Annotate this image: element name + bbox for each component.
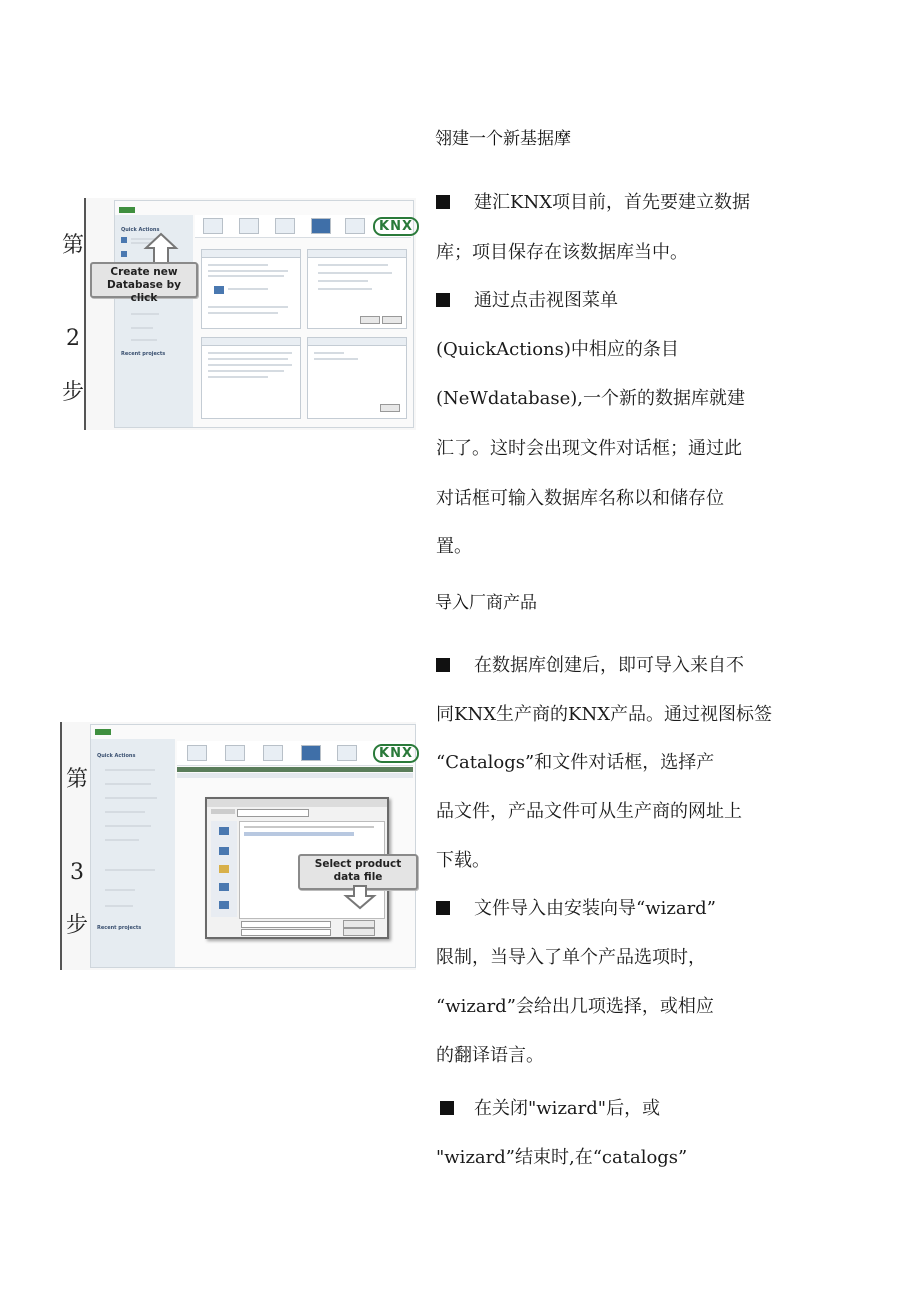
- section-heading-import-products: 导入厂商产品: [435, 593, 537, 613]
- settings-tab-icon: [345, 218, 365, 234]
- section-heading-create-database: 翎建一个新基据摩: [435, 129, 571, 149]
- sidebar-title: Quick Actions: [121, 227, 160, 233]
- bullet-square-icon: [440, 1101, 454, 1115]
- step-char: 2: [66, 326, 80, 351]
- catalogs-tab-icon: [275, 218, 295, 234]
- paragraph-line: 对话框可输入数据库名称以和储存位: [436, 488, 724, 509]
- folder-icon: [219, 865, 229, 873]
- paragraph-line: 的翻译语言。: [436, 1045, 544, 1066]
- computer-icon: [219, 883, 229, 891]
- account-info-panel: [307, 249, 407, 329]
- step-char: 步: [62, 380, 85, 405]
- overview-panel: [201, 249, 301, 329]
- paragraph-line: (NeWdatabase),一个新的数据库就建: [436, 388, 746, 409]
- network-icon: [219, 901, 229, 909]
- paragraph-line: “Catalogs”和文件对话框，选择产: [436, 752, 715, 773]
- paragraph-line: 库；项目保存在该数据库当中。: [436, 242, 688, 263]
- paragraph-line: 在数据库创建后，即可导入来自不: [436, 651, 744, 677]
- paragraph-line: 在关闭"wizard"后，或: [440, 1094, 660, 1120]
- bus-tab-icon: [311, 218, 331, 234]
- app-menu-button: [95, 729, 111, 735]
- step-char: 第: [62, 233, 85, 258]
- figure-step-2: [62, 198, 416, 430]
- catalogs-tab-icon: [263, 745, 283, 761]
- project-tab-icon: [239, 218, 259, 234]
- new-database-icon: [214, 286, 224, 294]
- open-button[interactable]: [343, 920, 375, 928]
- paragraph-line: 汇了。这时会出现文件对话框；通过此: [436, 438, 742, 459]
- knx-logo: KNX: [373, 217, 419, 236]
- overview-tab-icon: [203, 218, 223, 234]
- bullet-square-icon: [436, 901, 450, 915]
- recent-projects-label: Recent projects: [121, 351, 166, 357]
- paragraph-line: “wizard”会给出几项选择，或相应: [436, 996, 714, 1017]
- database-icon: [121, 237, 127, 243]
- project-tab-icon: [225, 745, 245, 761]
- bullet-square-icon: [436, 195, 450, 209]
- bullet-square-icon: [436, 293, 450, 307]
- file-type-select[interactable]: [241, 929, 331, 936]
- quick-actions-sidebar: [91, 739, 175, 967]
- paragraph-line: 同KNX生产商的KNX产品。通过视图标签: [436, 704, 773, 725]
- paragraph-line: 限制，当导入了单个产品选项时，: [436, 947, 706, 968]
- step-char: 3: [70, 860, 84, 885]
- ribbon-toolbar: [195, 215, 411, 238]
- paragraph-line: 通过点击视图菜单: [436, 286, 618, 312]
- catalog-filter-bar: [177, 767, 413, 772]
- knx-logo: KNX: [373, 744, 419, 763]
- step-char: 步: [66, 913, 89, 938]
- places-bar: [211, 821, 237, 917]
- tip-of-day-panel: [307, 337, 407, 419]
- paragraph-line: 下载。: [436, 850, 490, 871]
- step-char: 第: [66, 767, 89, 792]
- news-panel: [201, 337, 301, 419]
- ribbon-toolbar: [177, 741, 413, 766]
- recent-places-icon: [219, 827, 229, 835]
- bullet-square-icon: [436, 658, 450, 672]
- cancel-button[interactable]: [343, 928, 375, 936]
- up-arrow-icon: [146, 234, 176, 264]
- app-menu-button: [119, 207, 135, 213]
- paragraph-line: 建汇KNX项目前，首先要建立数据: [436, 188, 750, 214]
- overview-tab-icon: [187, 745, 207, 761]
- bus-tab-icon: [301, 745, 321, 761]
- desktop-icon: [219, 847, 229, 855]
- paragraph-line: 品文件，产品文件可从生产商的网址上: [436, 801, 742, 822]
- figure-step-3: [60, 722, 416, 970]
- project-icon: [121, 251, 127, 257]
- select-file-callout: Select product data file: [298, 854, 418, 890]
- sidebar-title: Quick Actions: [97, 753, 136, 759]
- paragraph-line: 置。: [436, 536, 472, 557]
- paragraph-line: 文件导入由安装向导“wizard”: [436, 894, 716, 920]
- ets-screenshot: [90, 724, 416, 968]
- paragraph-line: (QuickActions)中相应的条目: [436, 339, 679, 360]
- recent-projects-label: Recent projects: [97, 925, 142, 931]
- paragraph-line: "wizard”结束时,在“catalogs”: [436, 1147, 688, 1168]
- create-database-callout: Create new Database by click: [90, 262, 198, 298]
- settings-tab-icon: [337, 745, 357, 761]
- down-arrow-icon: [346, 886, 374, 908]
- file-name-input[interactable]: [241, 921, 331, 928]
